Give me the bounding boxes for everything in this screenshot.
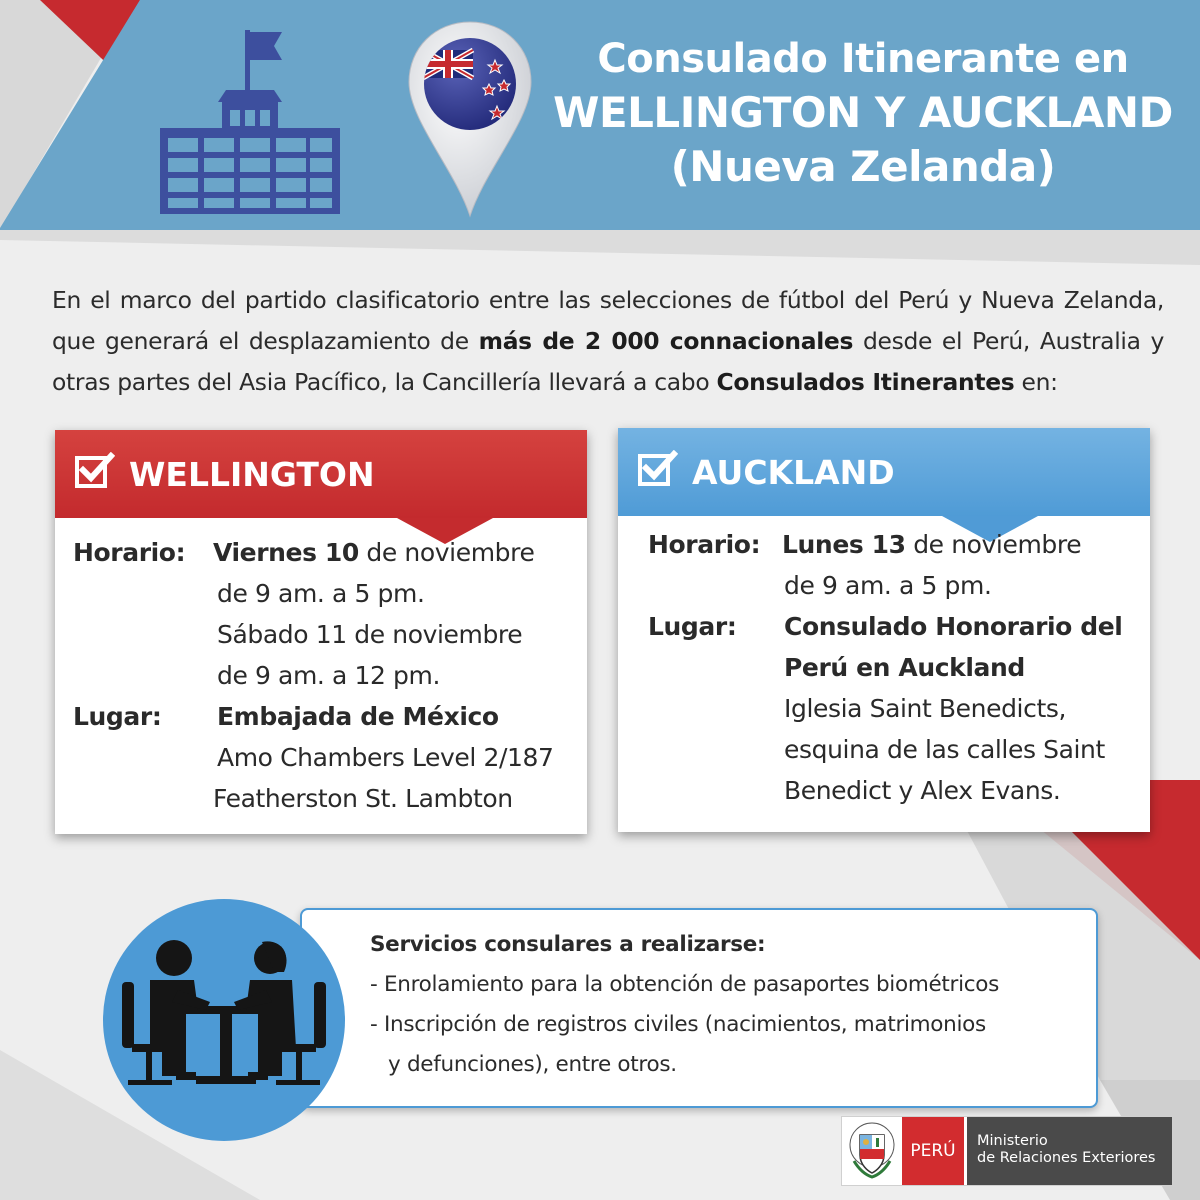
new-zealand-flag-pin-icon (405, 20, 535, 224)
wellington-day1-time: de 9 am. a 5 pm. (217, 579, 425, 608)
auckland-day1 (782, 524, 1081, 565)
ministry-line-1: Ministerio (977, 1133, 1048, 1149)
wellington-address-2: Featherston St. Lambton (213, 784, 513, 813)
wellington-day1 (213, 532, 534, 573)
services-item-2: - Inscripción de registros civiles (nacimientos, matrimonios (370, 1012, 986, 1037)
wellington-day2-time: de 9 am. a 12 pm. (217, 661, 441, 690)
auckland-lugar-label: Lugar: (648, 612, 737, 641)
peru-label: PERÚ (902, 1117, 964, 1185)
intro-bold-connationals: más de 2 000 connacionales (478, 327, 854, 355)
checkbox-checked-icon (638, 450, 678, 494)
checkbox-checked-icon (75, 452, 115, 496)
auckland-card-header (618, 428, 1150, 516)
intro-bold-consulates: Consulados Itinerantes (716, 368, 1015, 396)
auckland-address-2: esquina de las calles Saint (784, 735, 1105, 764)
title-line-3: (Nueva Zelanda) (670, 142, 1056, 191)
ministry-logo (841, 1116, 1173, 1186)
wellington-day1-bold: Viernes 10 (213, 538, 359, 567)
wellington-day1-rest: de noviembre (358, 538, 535, 567)
auckland-day1-time: de 9 am. a 5 pm. (784, 571, 992, 600)
wellington-title: WELLINGTON (129, 454, 375, 494)
auckland-day1-bold: Lunes 13 (782, 530, 906, 559)
wellington-address-1: Amo Chambers Level 2/187 (217, 743, 554, 772)
services-list (370, 925, 1090, 1085)
auckland-address-1: Iglesia Saint Benedicts, (784, 694, 1067, 723)
wellington-place: Embajada de México (217, 702, 499, 731)
page-title (548, 32, 1178, 194)
building-with-flag-icon (150, 30, 350, 219)
intro-text-3: en: (1014, 368, 1058, 396)
title-line-2: WELLINGTON Y AUCKLAND (553, 88, 1173, 137)
peru-coat-of-arms-icon (842, 1117, 902, 1185)
wellington-horario-label: Horario: (73, 538, 186, 567)
wellington-day2: Sábado 11 de noviembre (217, 620, 523, 649)
auckland-day1-rest: de noviembre (905, 530, 1082, 559)
auckland-horario-label: Horario: (648, 530, 761, 559)
services-item-1: - Enrolamiento para la obtención de pasaportes biométricos (370, 972, 1000, 997)
auckland-card (618, 428, 1150, 832)
auckland-address-3: Benedict y Alex Evans. (784, 776, 1061, 805)
intro-text-1: En el marco del partido clasificatorio entre las selecciones de fútbol del Perú y Nueva Zelanda, que generará el desplazamiento de (52, 286, 1164, 355)
wellington-card-header (55, 430, 587, 518)
auckland-place-1: Consulado Honorario del (784, 612, 1123, 641)
wellington-lugar-label: Lugar: (73, 702, 162, 731)
services-title: Servicios consulares a realizarse: (370, 932, 766, 957)
title-line-1: Consulado Itinerante en (597, 36, 1129, 82)
wellington-card (55, 430, 587, 834)
services-item-2-continued: y defunciones), entre otros. (388, 1052, 677, 1077)
auckland-title: AUCKLAND (692, 452, 895, 492)
ministry-name (964, 1117, 1172, 1185)
meeting-people-icon (102, 898, 346, 1146)
auckland-place-2: Perú en Auckland (784, 653, 1025, 682)
intro-text-2: desde el Perú, Australia y otras partes del Asia Pacífico, la Cancillería llevará a cabo (52, 327, 1164, 396)
intro-paragraph (52, 280, 1164, 403)
ministry-line-2: de Relaciones Exteriores (977, 1150, 1156, 1166)
